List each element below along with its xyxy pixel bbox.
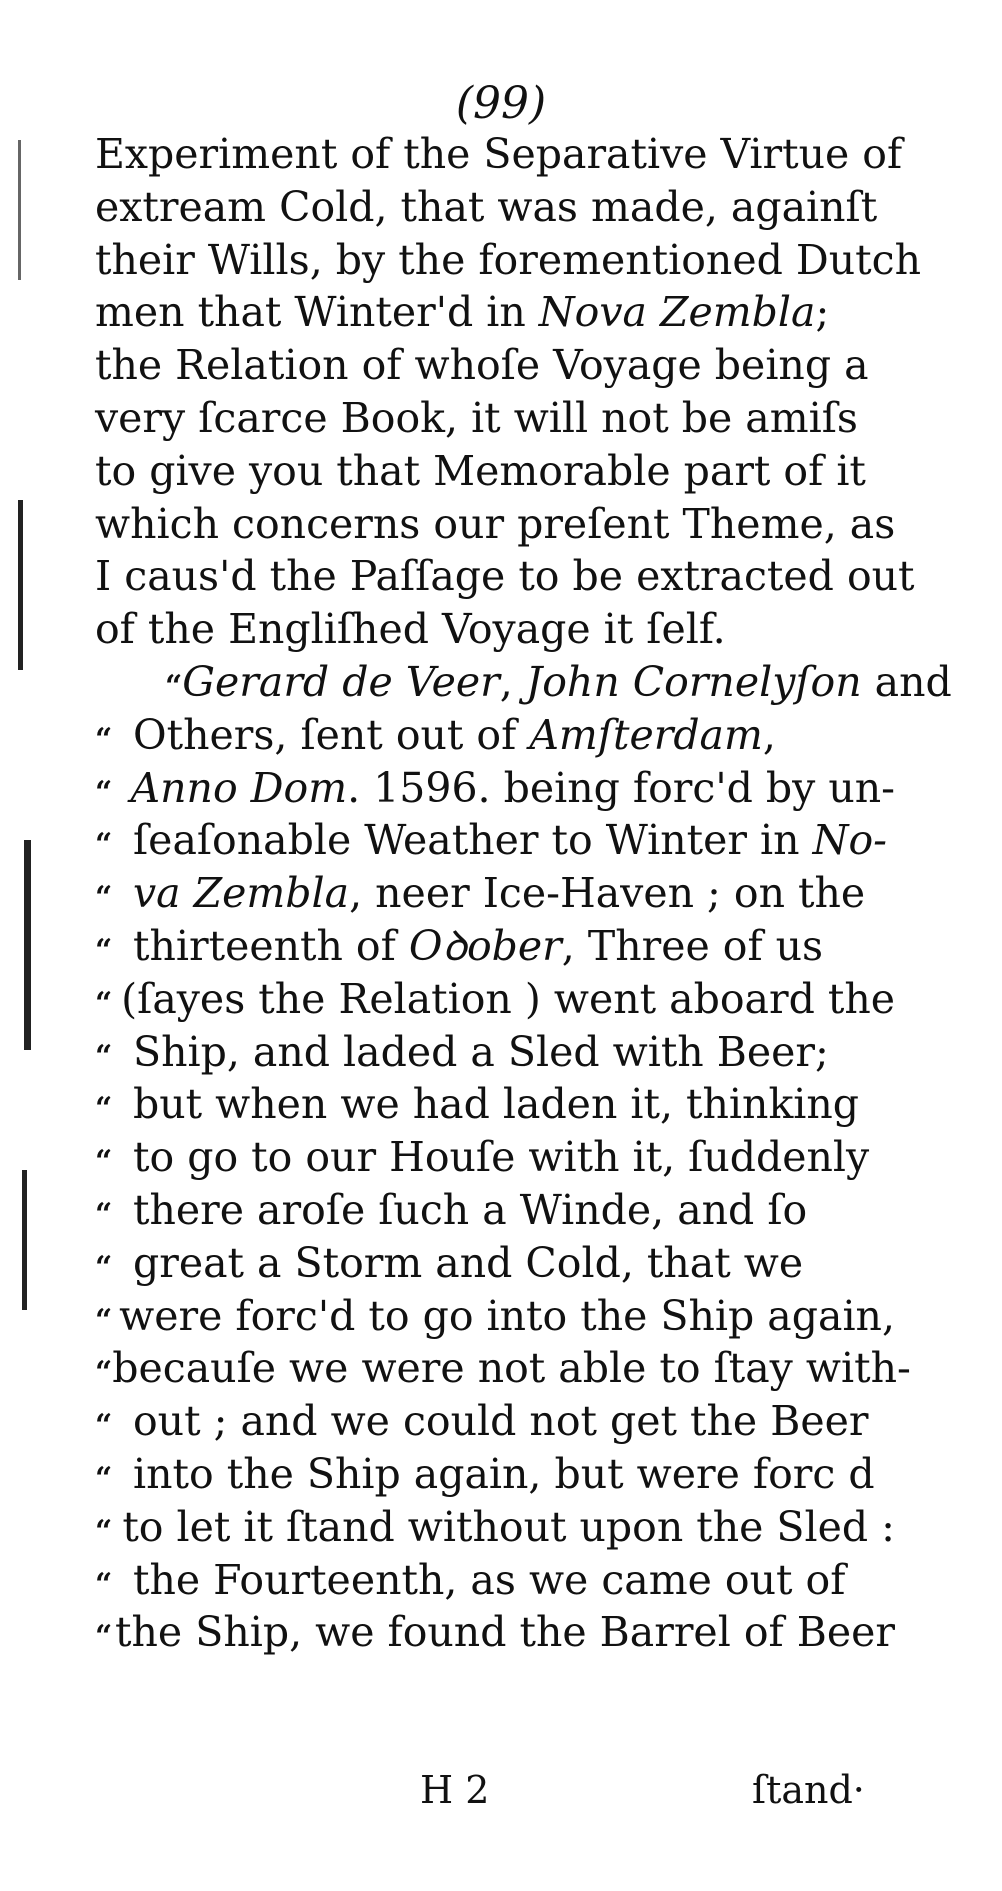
line-text: there aroſe ſuch a Winde, and ſo: [133, 1185, 808, 1234]
line-text: which concerns our preſent Theme, as: [95, 499, 896, 548]
body-text: [95, 128, 952, 1659]
quote-mark: “: [95, 1566, 113, 1602]
text-line: [95, 1554, 895, 1607]
text-line: [95, 603, 895, 656]
line-text: ,: [762, 710, 776, 759]
quote-mark: “: [95, 721, 113, 757]
text-line: [95, 392, 895, 445]
line-text: thirteenth of: [133, 921, 409, 970]
text-line: [95, 128, 903, 181]
text-line: [95, 1342, 911, 1395]
quote-mark: “: [95, 1513, 113, 1549]
quote-mark: “: [95, 827, 113, 863]
text-line: [95, 1290, 895, 1343]
line-text: ſeaſonable Weather to Winter in: [133, 816, 813, 865]
line-text: becauſe we were not able to ſtay with-: [112, 1344, 911, 1393]
line-text: were forc'd to go into the Ship again,: [119, 1291, 895, 1340]
place-name: No-: [812, 816, 888, 865]
line-text: to give you that Memorable part of it: [95, 446, 866, 495]
line-text: I caus'd the Paſſage to be extracted out: [95, 552, 915, 601]
quote-mark: “: [95, 1249, 113, 1285]
text-line: [95, 339, 895, 392]
text-line: [95, 1078, 895, 1131]
line-text: to let it ſtand without upon the Sled :: [122, 1502, 895, 1551]
line-text: ,: [499, 657, 526, 706]
line-text: very ſcarce Book, it will not be amiſs: [95, 393, 858, 442]
quote-mark: “: [165, 668, 183, 704]
text-line: [95, 814, 895, 867]
line-text: Experiment of the Separative Virtue of: [95, 130, 903, 178]
line-text: out ; and we could not get the Beer: [133, 1397, 869, 1446]
place-name: Amſterdam: [529, 710, 763, 759]
signature-mark: H 2: [420, 1768, 490, 1812]
quote-mark: “: [95, 774, 113, 810]
text-line: [95, 550, 915, 603]
text-line: [95, 445, 895, 498]
margin-mark: [22, 1170, 27, 1310]
text-line: [95, 1237, 895, 1290]
margin-mark: [24, 840, 31, 1050]
text-line: [95, 1026, 895, 1079]
text-line: [95, 762, 895, 815]
quote-mark: “: [95, 1619, 113, 1655]
line-text: the Relation of whoſe Voyage being a: [95, 341, 869, 390]
text-line: [95, 973, 895, 1026]
line-text: ;: [815, 288, 830, 337]
text-line: [95, 920, 895, 973]
page-number: (99): [455, 78, 547, 129]
text-line: [95, 498, 895, 551]
quote-mark: “: [95, 1038, 113, 1074]
quote-mark: “: [95, 1302, 113, 1338]
quote-mark: “: [95, 1460, 113, 1496]
line-text: the Ship, we found the Barrel of Beer: [115, 1608, 895, 1657]
line-text: , neer Ice-Haven ; on the: [349, 869, 866, 918]
line-text: to go to our Houſe with it, ſuddenly: [133, 1133, 870, 1182]
quote-mark: “: [95, 1408, 113, 1444]
line-text: Ship, and laded a Sled with Beer;: [133, 1027, 829, 1076]
line-text: Others, ſent out of: [133, 710, 530, 759]
margin-mark: [18, 140, 21, 280]
place-name: Nova Zembla: [538, 288, 816, 337]
text-line: [95, 656, 952, 709]
line-text: extream Cold, that was made, againſt: [95, 182, 878, 231]
line-text: , Three of us: [561, 921, 824, 970]
line-text: their Wills, by the forementioned Dutch: [95, 235, 921, 284]
text-line: [95, 709, 895, 762]
line-text: the Fourteenth, as we came out of: [133, 1555, 846, 1604]
margin-mark: [18, 500, 23, 670]
quote-mark: “: [95, 1355, 113, 1391]
line-text: of the Engliſhed Voyage it ſelf.: [95, 605, 726, 654]
text-line: [95, 286, 895, 339]
line-text: into the Ship again, but were forc d: [133, 1449, 875, 1498]
text-line: [95, 1131, 895, 1184]
page-footer: [0, 1768, 1002, 1824]
quote-mark: “: [95, 880, 113, 916]
quote-mark: “: [95, 932, 113, 968]
quote-mark: “: [95, 1144, 113, 1180]
text-line: [95, 1501, 895, 1554]
line-text: great a Storm and Cold, that we: [133, 1238, 804, 1287]
quote-mark: “: [95, 985, 113, 1021]
place-name: va Zembla: [133, 869, 350, 918]
person-name: Gerard de Veer: [182, 657, 500, 706]
text-line: [95, 234, 921, 287]
line-text: men that Winter'd in: [95, 288, 539, 337]
month-name: Oꝺober: [408, 921, 562, 970]
text-line: [95, 1184, 895, 1237]
line-text: but when we had laden it, thinking: [133, 1080, 860, 1129]
text-line: [95, 867, 895, 920]
date-phrase: Anno Dom: [130, 763, 348, 812]
text-line: [95, 181, 895, 234]
person-name: John Cornelyſon: [525, 657, 862, 706]
line-text: and: [861, 657, 952, 706]
quote-mark: “: [95, 1091, 113, 1127]
line-text: . 1596.: [347, 763, 491, 812]
quote-mark: “: [95, 1196, 113, 1232]
text-line: [95, 1395, 895, 1448]
line-text: (ſayes the Relation ) went aboard the: [121, 974, 895, 1023]
catchword: ſtand·: [752, 1768, 865, 1812]
line-text: being forc'd by un-: [490, 763, 895, 812]
text-line: [95, 1606, 895, 1659]
text-line: [95, 1448, 895, 1501]
